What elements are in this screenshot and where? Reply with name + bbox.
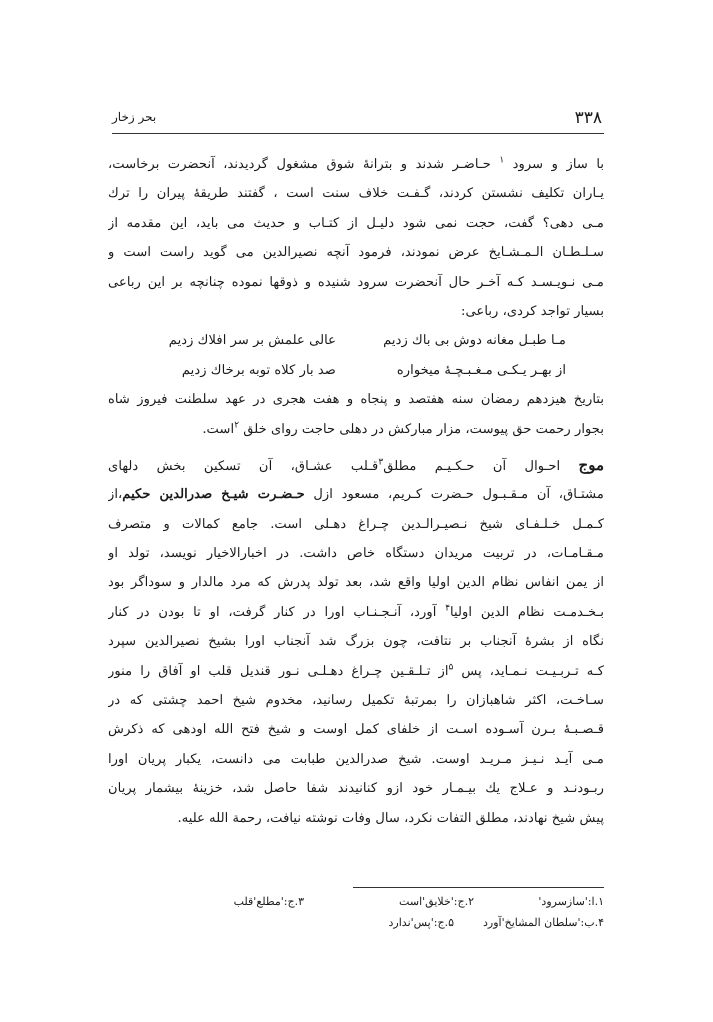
text-line: قـصـبـۀ بـرن آسـوده اسـت از خلفای کمل اوست و شیخ فتح الله اودهی که ذکرش (108, 722, 604, 738)
footnote-ref: ۳ (378, 457, 384, 468)
section-keyword: موج (578, 455, 604, 474)
text-line: مـی دهی؟ گفت، حجت نمی شود دلیـل از کتـاب و حدیث می باید، این مقدمه از (108, 215, 604, 231)
text-line: بسیار تواجد کردی، رباعی: (461, 303, 604, 319)
text-line: موج احـوال آن حـکـیـم مطلق$^۳$قـلب عشـاق، آن تسکین بخش دلهای (108, 455, 604, 474)
text-line: نگاه از بشرۀ آنجناب بر نتافت، چون بزرگ شد آنجناب اورا بشیخ نصیرالدین سپرد (108, 634, 604, 650)
verse-line (108, 326, 604, 355)
text-line: یـاران تکلیف نشستن کردند، گـفـت خلاف سنت است ، گفتند طریقۀ پیران را ترك (108, 186, 604, 202)
footnote: ۲.ج:'خلایق'است (399, 895, 474, 908)
footnote: ۳.ج:'مطلع'قلب (233, 895, 304, 908)
footnote-rule (353, 887, 604, 888)
verse-line (108, 356, 604, 385)
footnote: ۵.ج:'پس'ندارد (388, 916, 454, 929)
text-line: کـمـل خـلـفـای شیخ نـصیـرالـدین چـراغ دهـلی است. جامع کمالات و متصرف (108, 516, 604, 532)
verse-hemistich: عالی علمش بر سر افلاك زدیم (168, 333, 336, 349)
text-line: پیش شیخ نهادند، مطلق التفات نکرد، سال وفات نوشته نیافت، رحمة الله علیه. (177, 810, 604, 826)
text-line: ربـودنـد و عـلاج یك بیـمـار خود ازو کنانیدند شفا حاصل شد، خزینۀ بیشمار پریان (108, 781, 604, 797)
footnote-ref: ۱ (499, 155, 505, 166)
footnote-ref: ۴ (445, 603, 451, 614)
text-line: بتاریخ هیزدهم رمضان سنه هفتصد و پنجاه و هفت هجری در عهد سلطنت فیروز شاه (108, 392, 604, 408)
footnote-ref: ۲ (234, 420, 240, 431)
text-line: از یمن انفاس نظام الدین اولیا واقع شد، بعد تولد پدرش که مرد مالدار و سوداگر بود (108, 575, 604, 591)
text-line: بجوار رحمت حق پیوست، مزار مبارکش در دهلی حاجت روای خلق $^۲$است. (202, 420, 604, 437)
text-line: بـخـدمـت نظام الدین اولیا$^۴$ آورد، آنـجـنـاب اورا در کنار گرفت، او تا بودن در کنار (108, 603, 604, 620)
verse-hemistich: مـا طبـل مغانه دوش بی باك زدیم (383, 333, 566, 349)
footnote: ۱.ا:'سازسرود' (538, 895, 604, 908)
footnote-ref: ۵ (448, 662, 454, 673)
text-line: سـلـطـان الـمـشـایخ عرض نمودند، فرمود آنچه نصیرالدین می گوید راست است و (108, 245, 604, 261)
verse-hemistich: صد بار کلاه توبه برخاك زدیم (181, 362, 336, 378)
text-line: مـقـامـات، در تربیت مریدان دستگاه خاص داشت. در اخبارالاخیار نویسد، تولد او (108, 546, 604, 562)
text-line: مشتـاق، آن مـقـبـول حـضرت کـریم، مسعود ازل حـضـرت شیـخ صدرالدین حکیم،از (108, 487, 604, 503)
page-number: ۳۳۸ (574, 108, 602, 128)
text-line: مـی آیـد نـیـز مـریـد اوست. شیخ صدرالدین طبابت می دانست، یکبار پریان اورا (108, 751, 604, 767)
footnote: ۴.ب:'سلطان المشایخ'آورد (482, 916, 604, 929)
footnotes-row (112, 913, 604, 933)
text-line: سـاخـت، اکثر شاهبازان را بمرتبۀ تکمیل رسانید، مخدوم شیخ احمد چشتی که در (108, 693, 604, 709)
text-line: کـه تـربـیـت نـمـاید، پس $^۵$از تـلـقـین چـراغ دهـلـی نـور قندیل قلب او آفاق را منور (108, 662, 604, 679)
footnotes-row (112, 892, 604, 912)
verse-hemistich: از بهـر یـکـی مـغـبـچـۀ میخواره (396, 362, 566, 378)
text-line: مـی نـویـسـد کـه آخـر حال آنحضرت سرود شنیده و ذوقها نموده چنانچه بر این رباعی (108, 274, 604, 290)
text-line: با ساز و سرود $^۱$ حـاضـر شدند و بترانۀ شوق مشغول گردیدند، آنحضرت برخاست، (108, 155, 604, 172)
page-header (112, 108, 602, 134)
main-text (108, 150, 604, 833)
name-highlight: حـضـرت شیـخ صدرالدین حکیم (122, 487, 305, 503)
header-rule (112, 133, 604, 134)
running-title: بحر زخار (112, 110, 157, 124)
